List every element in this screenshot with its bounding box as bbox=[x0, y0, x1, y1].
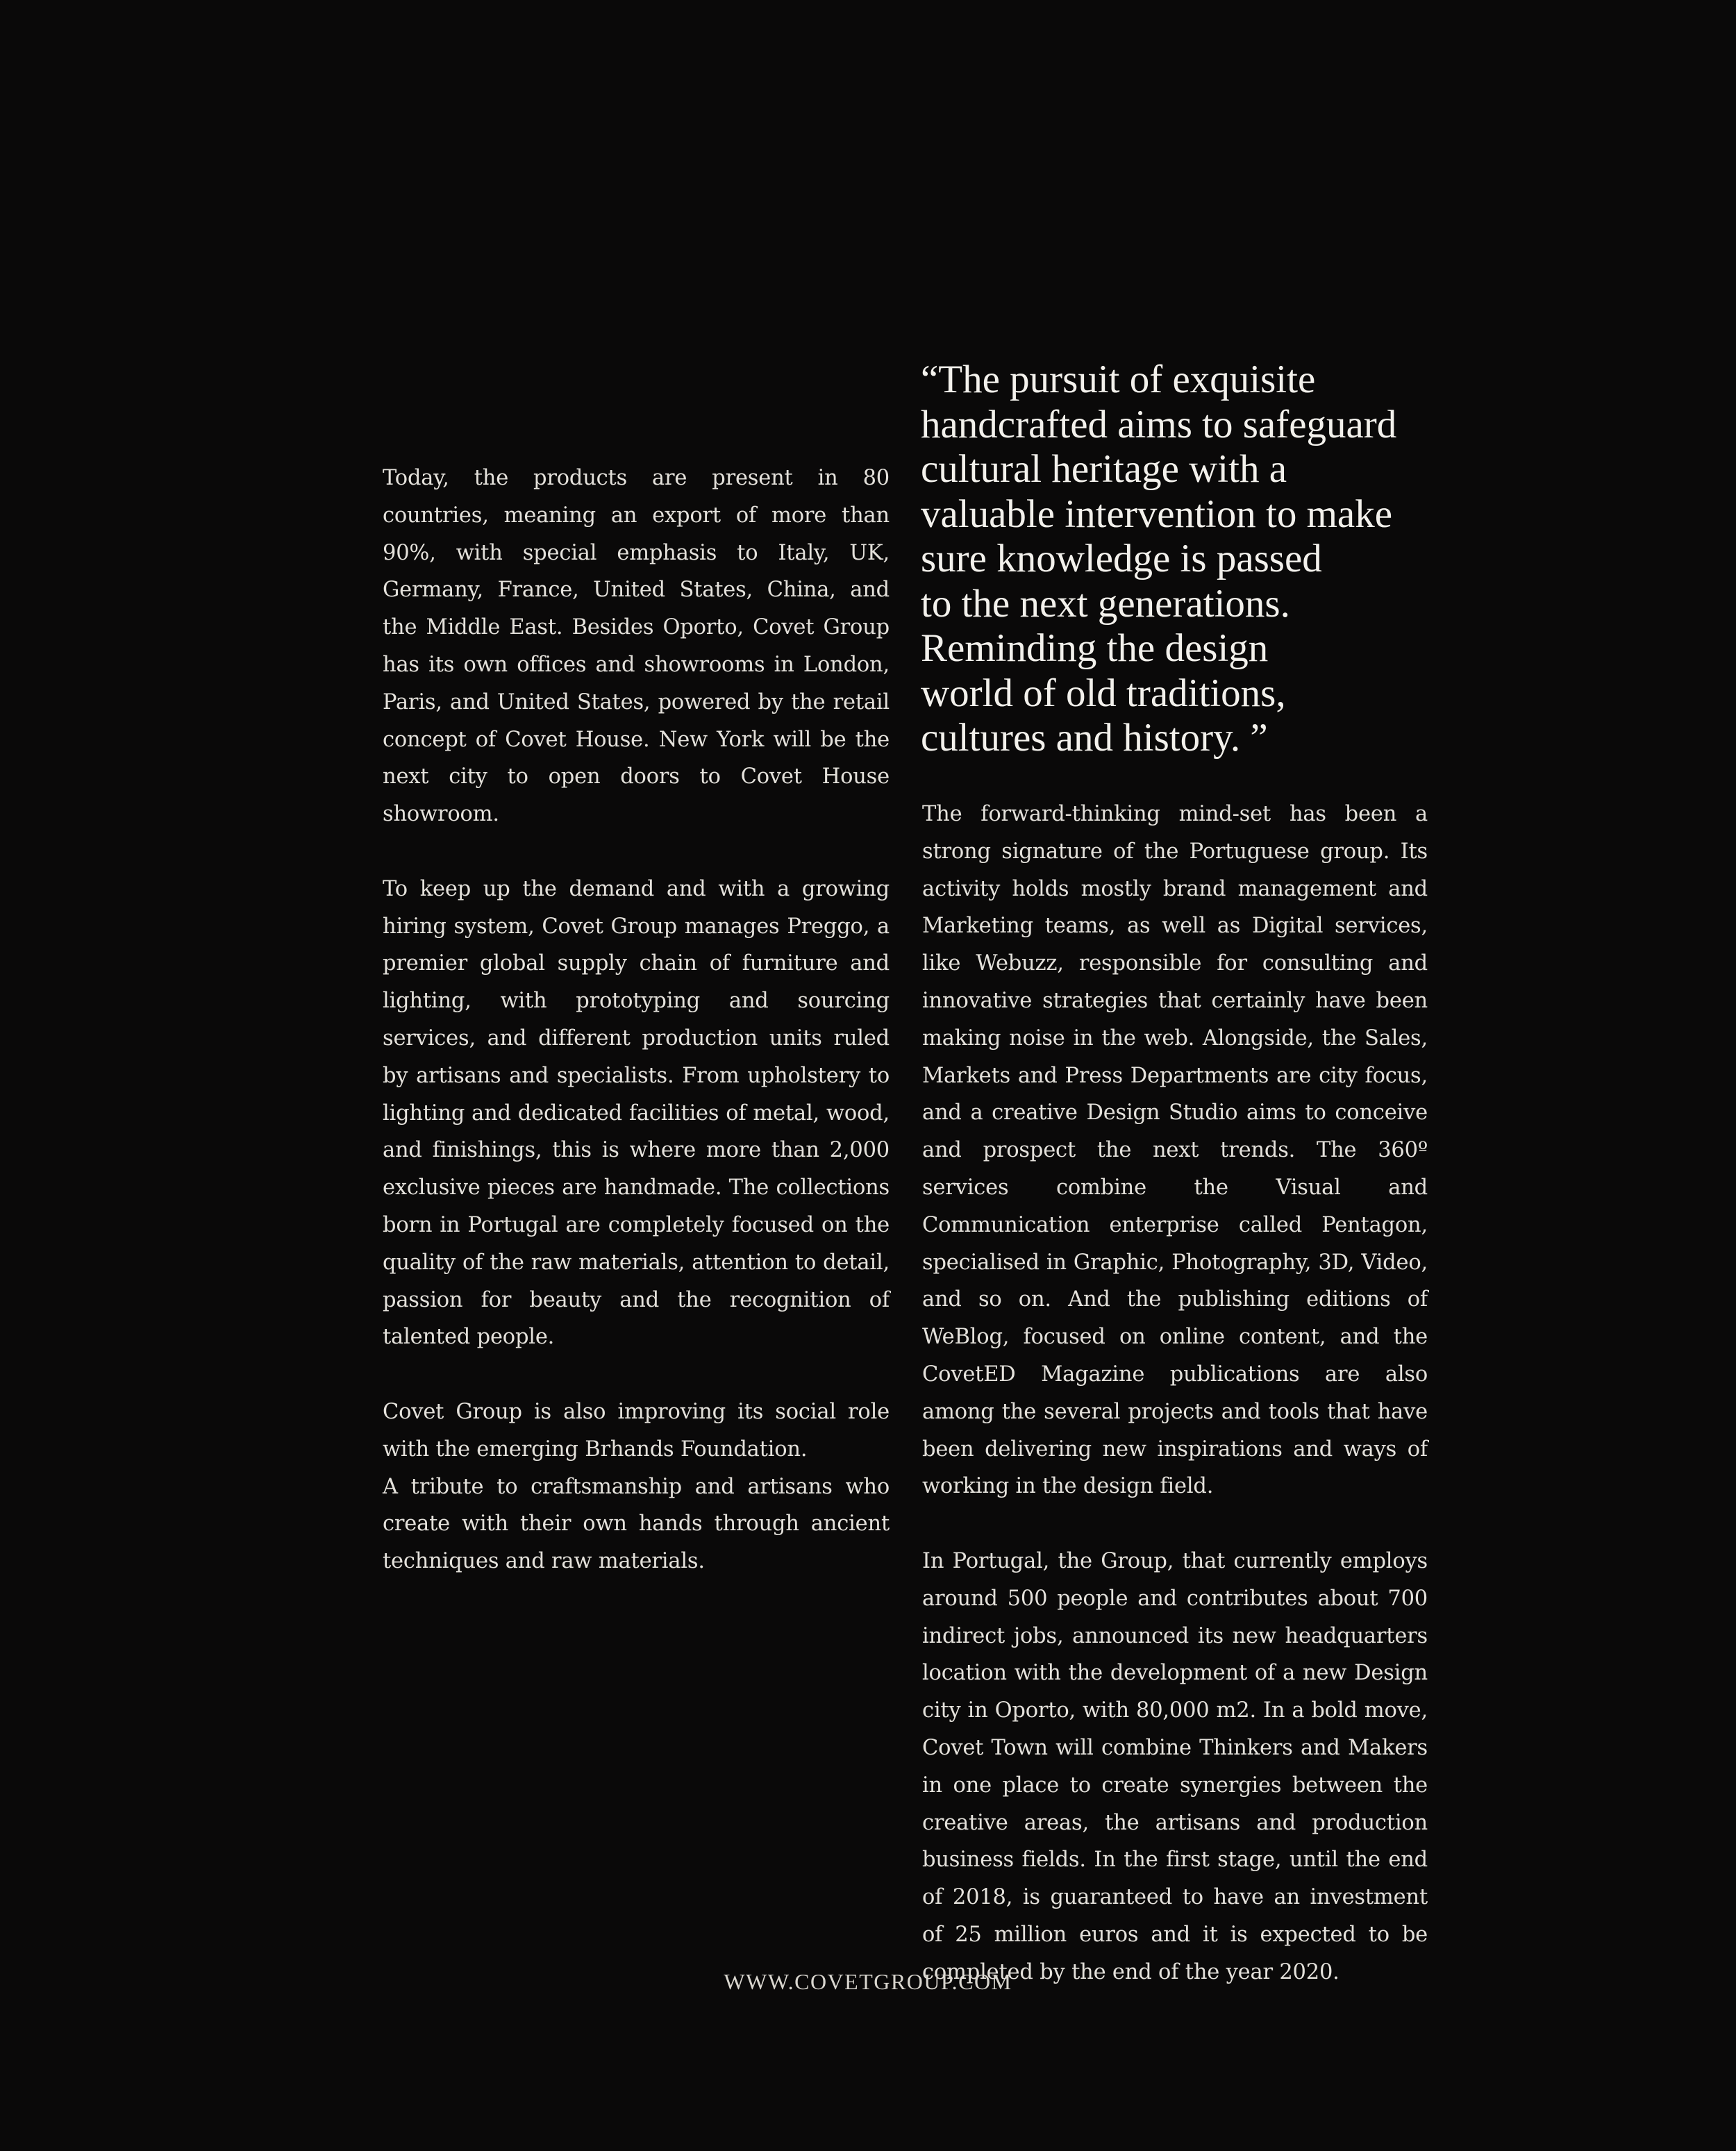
pull-quote-line: world of old traditions, bbox=[921, 671, 1286, 715]
pull-quote-line: handcrafted aims to safeguard bbox=[921, 402, 1397, 446]
pull-quote-line: valuable intervention to make bbox=[921, 492, 1393, 536]
body-paragraph: In Portugal, the Group, that currently employs around 500 people and contributes about 700 indirect jobs, announced its new headquarters location with the development of a new Design city in Oporto, with 80,000 m2. In a bold move, Covet Town will combine Thinkers and Makers in one place to create synergies between the creative areas, the artisans and production business fields. In the first stage, until the end of 2018, is guaranteed to have an investment of 25 million euros and it is expected to be completed by the end of the year 2020. bbox=[922, 1548, 1428, 1984]
pull-quote-line: “The pursuit of exquisite bbox=[921, 358, 1316, 401]
pull-quote-line: cultures and history. ” bbox=[921, 716, 1268, 760]
body-paragraph: A tribute to craftsmanship and artisans who create with their own hands through ancient techniques and raw materials. bbox=[383, 1474, 890, 1574]
left-text-column bbox=[383, 460, 890, 1580]
body-paragraph: To keep up the demand and with a growing hiring system, Covet Group manages Preggo, a premier global supply chain of furniture and lighting, with prototyping and sourcing services, and different production units ruled by artisans and specialists. From upholstery to lighting and dedicated facilities of metal, wood, and finishings, this is where more than 2,000 exclusive pieces are handmade. The collections born in Portugal are completely focused on the quality of the raw materials, attention to detail, passion for beauty and the recognition of talented people. bbox=[383, 876, 890, 1350]
right-text-column bbox=[922, 796, 1428, 1991]
pull-quote-line: cultural heritage with a bbox=[921, 447, 1287, 491]
pull-quote-line: sure knowledge is passed bbox=[921, 537, 1322, 580]
body-paragraph: The forward-thinking mind-set has been a strong signature of the Portuguese group. Its activity holds mostly brand management and Marketing teams, as well as Digital services, like Webuzz, responsible for consulting and innovative strategies that certainly have been making noise in the web. Alongside, the Sales, Markets and Press Departments are city focus, and a creative Design Studio aims to conceive and prospect the next trends. The 360º services combine the Visual and Communication enterprise called Pentagon, specialised in Graphic, Photography, 3D, Video, and so on. And the publishing editions of WeBlog, focused on online content, and the CovetED Magazine publications are also among the several projects and tools that have been delivering new inspirations and ways of working in the design field. bbox=[922, 802, 1428, 1499]
pull-quote bbox=[921, 358, 1449, 761]
body-paragraph: Today, the products are present in 80 countries, meaning an export of more than 90%, with special emphasis to Italy, UK, Germany, France, United States, China, and the Middle East. Besides Oporto, Covet Group has its own offices and showrooms in London, Paris, and United States, powered by the retail concept of Covet House. New York will be the next city to open doors to Covet House showroom. bbox=[383, 466, 890, 827]
footer-website-url[interactable]: WWW.COVETGROUP.COM bbox=[724, 1969, 1012, 1994]
pull-quote-line: to the next generations. bbox=[921, 581, 1290, 626]
body-paragraph: Covet Group is also improving its social role with the emerging Brhands Foundation. bbox=[383, 1399, 890, 1462]
pull-quote-line: Reminding the design bbox=[921, 626, 1269, 670]
